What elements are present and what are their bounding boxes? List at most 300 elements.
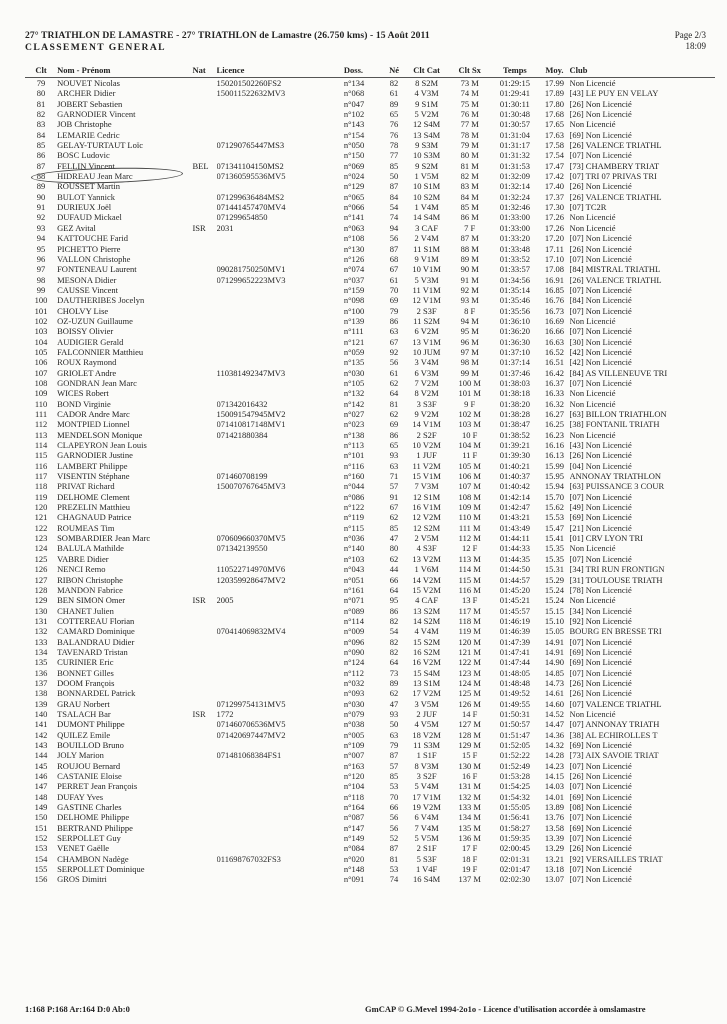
cell-licence: 070414069832MV4: [216, 626, 286, 637]
cell-speed: 17.47: [544, 160, 565, 171]
cell-sex-rank: 86 M: [460, 212, 479, 223]
cell-club: Non Licencié: [569, 78, 616, 88]
cell-category-rank: 12 S2M: [413, 522, 441, 533]
table-row: [25, 864, 715, 874]
cell-rank: 80: [36, 88, 46, 99]
cell-name: MONTPIED Lionnel: [57, 419, 130, 430]
cell-bib: n°066: [343, 202, 365, 213]
cell-speed: 17.26: [544, 222, 565, 233]
cell-bib: n°116: [343, 460, 364, 471]
cell-rank: 123: [34, 533, 48, 544]
cell-birth-year: 64: [389, 584, 399, 595]
cell-nationality: [192, 854, 216, 864]
cell-bib: n°121: [343, 336, 365, 347]
cell-time: 01:55:05: [499, 802, 530, 813]
cell-nationality: [192, 761, 216, 771]
cell-bib: n°043: [343, 564, 365, 575]
cell-bib: n°115: [343, 522, 364, 533]
cell-licence: 071420697447MV2: [216, 729, 286, 740]
table-row: [25, 575, 715, 585]
cell-rank: 115: [34, 450, 48, 461]
cell-time: 01:38:03: [499, 377, 530, 388]
table-row: [25, 709, 715, 719]
cell-bib: n°074: [343, 264, 365, 275]
cell-rank: 143: [34, 740, 48, 750]
cell-nationality: ISR: [192, 595, 206, 606]
cell-bib: n°141: [343, 212, 365, 223]
table-row: [25, 812, 715, 822]
cell-category-rank: 15 V1M: [412, 471, 441, 482]
cell-name: SERPOLLET Guy: [57, 833, 121, 844]
cell-sex-rank: 74 M: [460, 88, 479, 99]
cell-rank: 86: [36, 150, 46, 161]
cell-category-rank: 5 V2M: [414, 109, 439, 120]
cell-time: 01:33:00: [499, 212, 530, 223]
cell-bib: n°104: [343, 781, 365, 792]
cell-nationality: [192, 171, 216, 181]
cell-nationality: [192, 543, 216, 553]
cell-sex-rank: 122 M: [458, 657, 481, 668]
cell-nationality: [192, 347, 216, 357]
cell-birth-year: 52: [389, 833, 399, 844]
cell-licence: [217, 130, 344, 140]
table-row: [25, 150, 715, 160]
cell-licence: [217, 378, 344, 388]
cell-speed: 15.41: [544, 533, 565, 544]
cell-category-rank: 13 V1M: [412, 336, 441, 347]
cell-category-rank: 1 V5M: [414, 171, 439, 182]
cell-bib: n°079: [343, 708, 365, 719]
cell-category-rank: 1 V4F: [415, 864, 438, 875]
cell-birth-year: 86: [389, 429, 399, 440]
cell-bib: n°044: [343, 481, 365, 492]
cell-category-rank: 3 S2F: [416, 771, 437, 782]
cell-bib: n°132: [343, 388, 365, 399]
cell-speed: 15.29: [544, 574, 565, 585]
cell-nationality: [192, 99, 216, 109]
cell-bib: n°119: [343, 512, 364, 523]
table-row: [25, 606, 715, 616]
cell-club: [73] AIX SAVOIE TRIAT: [569, 750, 659, 761]
cell-birth-year: 65: [389, 440, 399, 451]
cell-time: 01:40:42: [499, 481, 530, 492]
cell-speed: 14.85: [544, 667, 565, 678]
cell-bib: n°059: [343, 346, 365, 357]
cell-sex-rank: 83 M: [460, 181, 479, 192]
cell-time: 01:36:20: [499, 326, 530, 337]
table-row: [25, 233, 715, 243]
cell-bib: n°114: [343, 615, 364, 626]
cell-rank: 91: [36, 202, 46, 213]
cell-sex-rank: 125 M: [458, 688, 481, 699]
table-row: [25, 512, 715, 522]
cell-birth-year: 56: [389, 822, 399, 833]
cell-rank: 124: [34, 543, 48, 554]
cell-licence: 2005: [216, 595, 234, 606]
cell-name: DAUTHERIBES Jocelyn: [57, 295, 145, 306]
table-row: [25, 264, 715, 274]
cell-category-rank: 13 S2M: [413, 605, 441, 616]
cell-licence: [217, 244, 344, 254]
cell-speed: 16.76: [544, 295, 565, 306]
cell-speed: 15.24: [544, 595, 565, 606]
column-header-licence: Licence: [217, 63, 344, 78]
cell-club: [07] Non Licencié: [569, 253, 632, 264]
cell-time: 01:39:30: [499, 450, 530, 461]
cell-birth-year: 62: [389, 377, 399, 388]
cell-sex-rank: 119 M: [458, 626, 481, 637]
cell-time: 01:35:56: [499, 305, 530, 316]
cell-category-rank: 16 V1M: [412, 502, 441, 513]
cell-sex-rank: 135 M: [458, 822, 481, 833]
cell-speed: 16.42: [544, 367, 565, 378]
cell-nationality: [192, 823, 216, 833]
cell-time: 01:32:24: [499, 191, 530, 202]
cell-name: PICHETTO Pierre: [57, 243, 121, 254]
cell-name: KATTOUCHE Farid: [57, 233, 128, 244]
cell-club: [69] Non Licencié: [569, 646, 632, 657]
cell-birth-year: 62: [389, 553, 399, 564]
cell-sex-rank: 108 M: [458, 491, 481, 502]
cell-sex-rank: 100 M: [458, 377, 481, 388]
cell-category-rank: 10 S3M: [413, 150, 441, 161]
cell-category-rank: 10 JUM: [412, 346, 441, 357]
table-row: [25, 440, 715, 450]
table-row: [25, 595, 715, 605]
cell-speed: 14.52: [544, 708, 565, 719]
cell-licence: [217, 688, 344, 698]
cell-sex-rank: 116 M: [458, 584, 481, 595]
cell-licence: [217, 637, 344, 647]
table-row: [25, 275, 715, 285]
cell-bib: n°124: [343, 657, 365, 668]
cell-club: [34] TRI RUN FRONTIGN: [569, 564, 665, 575]
cell-category-rank: 5 V4M: [414, 781, 439, 792]
cell-sex-rank: 132 M: [458, 791, 481, 802]
cell-speed: 15.62: [544, 502, 565, 513]
cell-bib: n°103: [343, 553, 365, 564]
cell-category-rank: 16 V2M: [412, 657, 441, 668]
cell-licence: 071481068384FS1: [216, 750, 282, 761]
cell-speed: 13.58: [544, 822, 565, 833]
cell-bib: n°069: [343, 160, 365, 171]
cell-bib: n°036: [343, 533, 365, 544]
cell-club: [42] Non Licencié: [569, 346, 632, 357]
cell-speed: 14.36: [544, 729, 565, 740]
cell-speed: 16.91: [544, 274, 565, 285]
cell-rank: 107: [34, 367, 48, 378]
cell-rank: 146: [34, 771, 48, 782]
cell-name: LAMBERT Philippe: [57, 460, 128, 471]
table-row: [25, 481, 715, 491]
cell-rank: 114: [34, 440, 48, 451]
cell-bib: n°109: [343, 740, 365, 750]
cell-nationality: [192, 575, 216, 585]
table-row: [25, 409, 715, 419]
cell-club: [69] Non Licencié: [569, 657, 632, 668]
cell-time: 01:40:21: [499, 460, 530, 471]
cell-sex-rank: 121 M: [458, 646, 481, 657]
cell-time: 01:46:39: [499, 626, 530, 637]
cell-licence: 071299754131MV5: [216, 698, 286, 709]
cell-time: 01:38:47: [499, 419, 530, 430]
cell-nationality: [192, 399, 216, 409]
cell-licence: 090281750250MV1: [216, 264, 286, 275]
cell-licence: 110381492347MV3: [216, 367, 286, 378]
cell-sex-rank: 114 M: [458, 564, 481, 575]
table-row: [25, 430, 715, 440]
cell-club: [34] Non Licencié: [569, 605, 632, 616]
cell-nationality: [192, 502, 216, 512]
table-row: [25, 119, 715, 129]
cell-nationality: [192, 337, 216, 347]
cell-rank: 98: [36, 274, 46, 285]
cell-rank: 81: [36, 98, 46, 109]
cell-time: 02:02:30: [499, 874, 530, 885]
cell-sex-rank: 102 M: [458, 409, 481, 419]
cell-bib: n°071: [343, 595, 365, 606]
cell-time: 01:51:47: [499, 729, 530, 740]
cell-club: [21] Non Licencié: [569, 522, 632, 533]
cell-birth-year: 63: [389, 460, 399, 471]
cell-club: [30] Non Licencié: [569, 336, 632, 347]
cell-name: CHAMBON Nadège: [57, 853, 129, 864]
cell-club: [42] Non Licencié: [569, 357, 632, 368]
cell-time: 01:31:04: [499, 129, 530, 140]
cell-birth-year: 94: [389, 222, 399, 233]
cell-club: [92] Non Licencié: [569, 615, 632, 626]
table-row: [25, 637, 715, 647]
cell-name: BULOT Yannick: [57, 191, 116, 202]
cell-bib: n°037: [343, 274, 365, 285]
cell-category-rank: 10 S2M: [413, 191, 441, 202]
cell-sex-rank: 105 M: [458, 460, 481, 471]
cell-rank: 148: [34, 791, 48, 802]
cell-bib: n°142: [343, 398, 365, 409]
cell-speed: 16.32: [544, 398, 565, 409]
cell-sex-rank: 18 F: [462, 853, 478, 864]
cell-sex-rank: 12 F: [462, 543, 478, 554]
cell-birth-year: 62: [389, 512, 399, 523]
cell-nationality: [192, 688, 216, 698]
cell-club: [08] Non Licencié: [569, 802, 632, 813]
cell-category-rank: 3 CAF: [415, 222, 439, 233]
cell-category-rank: 6 V3M: [414, 367, 439, 378]
cell-birth-year: 89: [389, 677, 399, 688]
cell-birth-year: 86: [389, 315, 399, 326]
document-title: 27° TRIATHLON DE LAMASTRE - 27° TRIATHLON de Lamastre (26.750 kms) - 15 Août 2011: [25, 30, 430, 41]
cell-bib: n°160: [343, 471, 365, 482]
table-row: [25, 554, 715, 564]
cell-speed: 17.40: [544, 181, 565, 192]
cell-time: 01:46:19: [499, 615, 530, 626]
table-row: [25, 78, 715, 89]
cell-bib: n°164: [343, 802, 365, 813]
cell-club: [07] Non Licencié: [569, 874, 632, 885]
cell-time: 01:32:09: [499, 171, 530, 182]
table-row: [25, 181, 715, 191]
cell-club: Non Licencié: [569, 315, 616, 326]
cell-time: 01:53:28: [499, 771, 530, 782]
cell-nationality: [192, 264, 216, 274]
cell-sex-rank: 117 M: [458, 605, 481, 616]
cell-bib: n°007: [343, 750, 365, 761]
cell-bib: n°140: [343, 543, 365, 554]
cell-club: [07] Non Licencié: [569, 284, 632, 295]
cell-speed: 16.16: [544, 440, 565, 451]
cell-birth-year: 70: [389, 791, 399, 802]
table-row: [25, 564, 715, 574]
cell-nationality: [192, 306, 216, 316]
cell-category-rank: 13 S4M: [413, 129, 441, 140]
cell-nationality: [192, 461, 216, 471]
cell-category-rank: 9 S3M: [415, 140, 439, 151]
cell-licence: [217, 119, 344, 129]
cell-bib: n°129: [343, 181, 365, 192]
cell-category-rank: 2 JUF: [416, 708, 437, 719]
cell-licence: [217, 554, 344, 564]
table-row: [25, 130, 715, 140]
table-row: [25, 740, 715, 750]
cell-time: 01:35:14: [499, 284, 530, 295]
cell-birth-year: 82: [389, 78, 399, 88]
cell-bib: n°086: [343, 491, 365, 502]
table-row: [25, 616, 715, 626]
cell-licence: [217, 502, 344, 512]
cell-licence: [217, 285, 344, 295]
cell-nationality: [192, 285, 216, 295]
cell-rank: 109: [34, 388, 48, 399]
cell-licence: [217, 357, 344, 367]
results-table-header: [25, 63, 715, 78]
cell-category-rank: 6 V4M: [414, 812, 439, 823]
cell-bib: n°112: [343, 667, 364, 678]
cell-licence: [217, 492, 344, 502]
cell-name: DELHOME Clement: [57, 491, 130, 502]
cell-bib: n°084: [343, 843, 365, 854]
cell-club: Non Licencié: [569, 398, 616, 409]
cell-speed: 14.60: [544, 698, 565, 709]
cell-bib: n°030: [343, 367, 365, 378]
cell-rank: 136: [34, 667, 48, 678]
cell-bib: n°030: [343, 698, 365, 709]
cell-category-rank: 14 V1M: [412, 419, 441, 430]
cell-category-rank: 10 V2M: [412, 440, 441, 451]
cell-category-rank: 14 S2M: [413, 615, 441, 626]
cell-sex-rank: 95 M: [460, 326, 479, 337]
cell-club: BOURG EN BRESSE TRI: [569, 626, 662, 637]
cell-bib: n°027: [343, 409, 365, 419]
cell-name: GASTINE Charles: [57, 802, 122, 813]
cell-licence: [217, 440, 344, 450]
cell-speed: 15.99: [544, 460, 565, 471]
cell-bib: n°134: [343, 78, 365, 88]
cell-nationality: [192, 678, 216, 688]
cell-licence: [217, 792, 344, 802]
cell-time: 02:01:47: [499, 864, 530, 875]
cell-sex-rank: 77 M: [460, 119, 479, 130]
cell-licence: 120359928647MV2: [216, 574, 286, 585]
cell-club: [31] TOULOUSE TRIATH: [569, 574, 663, 585]
table-row: [25, 688, 715, 698]
cell-birth-year: 47: [389, 533, 399, 544]
cell-speed: 16.37: [544, 377, 565, 388]
cell-club: [43] LE PUY EN VELAY: [569, 88, 659, 99]
table-row: [25, 285, 715, 295]
cell-nationality: [192, 357, 216, 367]
cell-club: [69] Non Licencié: [569, 791, 632, 802]
cell-licence: 150091547945MV2: [216, 409, 286, 419]
cell-rank: 149: [34, 802, 48, 813]
cell-licence: 071341104150MS2: [216, 160, 284, 171]
cell-sex-rank: 75 M: [460, 98, 479, 109]
cell-nationality: [192, 792, 216, 802]
cell-category-rank: 6 V2M: [414, 326, 439, 337]
cell-birth-year: 62: [389, 409, 399, 419]
cell-bib: n°130: [343, 243, 365, 254]
cell-speed: 15.10: [544, 615, 565, 626]
cell-time: 01:35:46: [499, 295, 530, 306]
cell-club: [07] VALENCE TRIATHL: [569, 698, 662, 709]
cell-club: Non Licencié: [569, 543, 616, 554]
cell-time: 01:36:30: [499, 336, 530, 347]
cell-sex-rank: 10 F: [462, 429, 478, 440]
cell-name: GRIOLET Andre: [57, 367, 117, 378]
column-header-rank: Clt: [25, 63, 57, 78]
cell-name: QUILEZ Emile: [57, 729, 111, 740]
cell-club: [07] TRI 07 PRIVAS TRI: [569, 171, 657, 182]
cell-nationality: [192, 606, 216, 616]
cell-time: 01:44:50: [499, 564, 530, 575]
cell-category-rank: 17 V2M: [412, 688, 441, 699]
cell-sex-rank: 110 M: [458, 512, 481, 523]
cell-time: 01:45:21: [499, 595, 530, 606]
cell-birth-year: 61: [389, 367, 399, 378]
cell-nationality: [192, 378, 216, 388]
cell-rank: 134: [34, 646, 48, 657]
table-row: [25, 492, 715, 502]
cell-nationality: [192, 109, 216, 119]
table-row: [25, 843, 715, 853]
cell-sex-rank: 112 M: [458, 533, 481, 544]
cell-speed: 17.63: [544, 129, 565, 140]
table-row: [25, 874, 715, 884]
cell-bib: n°051: [343, 574, 365, 585]
cell-sex-rank: 89 M: [460, 253, 479, 264]
cell-birth-year: 57: [389, 760, 399, 771]
cell-rank: 120: [34, 502, 48, 513]
cell-rank: 94: [36, 233, 46, 244]
table-row: [25, 202, 715, 212]
cell-birth-year: 76: [389, 119, 399, 130]
cell-nationality: [192, 771, 216, 781]
cell-category-rank: 15 V2M: [412, 584, 441, 595]
table-row: [25, 533, 715, 543]
cell-bib: n°047: [343, 98, 365, 109]
cell-name: NOUVET Nicolas: [57, 78, 120, 88]
cell-club: [43] Non Licencié: [569, 440, 632, 451]
cell-name: BOISSY Olivier: [57, 326, 114, 337]
cell-bib: n°118: [343, 791, 364, 802]
cell-name: MENDELSON Monique: [57, 429, 143, 440]
cell-bib: n°105: [343, 377, 365, 388]
cell-licence: [217, 678, 344, 688]
table-row: [25, 585, 715, 595]
cell-birth-year: 56: [389, 357, 399, 368]
cell-sex-rank: 87 M: [460, 233, 479, 244]
cell-bib: n°038: [343, 719, 365, 730]
cell-rank: 147: [34, 781, 48, 792]
